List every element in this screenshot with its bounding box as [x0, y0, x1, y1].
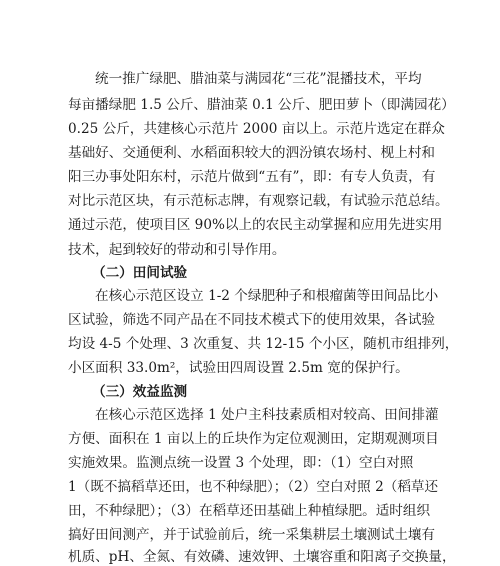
section-heading-text: （二）田间试验	[92, 265, 188, 281]
line-text: 实施效果。监测点统一设置 3 个处理，即：（1）空白对照	[68, 455, 414, 471]
section-heading-text: （三）效益监测	[92, 384, 188, 400]
paragraph-line	[0, 94, 500, 116]
line-text: 每亩播绿肥 1.5 公斤、腊油菜 0.1 公斤、肥田萝卜（即满园花）	[68, 97, 455, 113]
line-text: 通过示范，使项目区 90%以上的农民主动掌握和应用先进实用	[68, 217, 443, 233]
line-text: 1（既不搞稻草还田，也不种绿肥）；（2）空白对照 2（稻草还	[68, 479, 439, 495]
line-text: 区试验，筛选不同产品在不同技术模式下的使用效果，各试验	[68, 312, 436, 328]
paragraph-line	[0, 476, 500, 498]
paragraph-line	[0, 452, 500, 474]
line-text: 在核心示范区选择 1 处户主科技素质相对较高、田间排灌	[95, 407, 439, 423]
paragraph-line	[0, 546, 500, 566]
paragraph-line	[0, 214, 500, 236]
paragraph-line	[0, 357, 500, 379]
line-text: 技术，起到较好的带动和引导作用。	[68, 242, 286, 258]
paragraph-line	[0, 118, 500, 140]
line-text: 统一推广绿肥、腊油菜与满园花“三花”混播技术，平均	[95, 71, 422, 87]
paragraph-line	[0, 166, 500, 188]
line-text: 方便、面积在 1 亩以上的丘块作为定位观测田，定期观测项目	[68, 431, 439, 447]
line-text: 对比示范区块，有示范标志牌，有观察记载，有试验示范总结。	[68, 193, 449, 209]
paragraph-line	[0, 404, 500, 426]
paragraph-line	[0, 428, 500, 450]
line-text: 在核心示范区设立 1-2 个绿肥种子和根瘤菌等田间品比小	[95, 288, 439, 304]
line-text: 均设 4-5 个处理、3 次重复、共 12-15 个小区，随机市组排列，	[68, 336, 459, 352]
line-text: 田，不种绿肥）；（3）在稻草还田基础上种植绿肥。适时组织	[68, 503, 431, 519]
paragraph-line	[0, 500, 500, 522]
line-text: 基础好、交通便利、水稻面积较大的泗汾镇农场村、枧上村和	[68, 145, 436, 161]
paragraph-line	[0, 239, 500, 261]
paragraph-line	[0, 309, 500, 331]
paragraph-line	[0, 190, 500, 212]
line-text: 搞好田间测产，并于试验前后，统一采集耕层土壤测试土壤有	[68, 527, 436, 543]
line-text: 机质、pH、全氮、有效磷、速效钾、土壤容重和阳离子交换量，	[68, 549, 456, 565]
line-text: 小区面积 33.0m²，试验田四周设置 2.5m 宽的保护行。	[68, 360, 409, 376]
paragraph-line	[0, 68, 500, 90]
line-text: 阳三办事处阳东村，示范片做到“五有”，即：有专人负责，有	[68, 169, 436, 185]
section-heading	[0, 262, 500, 284]
line-text: 0.25 公斤，共建核心示范片 2000 亩以上。示范片选定在群众	[68, 121, 445, 137]
paragraph-line	[0, 524, 500, 546]
paragraph-line	[0, 333, 500, 355]
section-heading	[0, 381, 500, 403]
paragraph-line	[0, 285, 500, 307]
paragraph-line	[0, 142, 500, 164]
